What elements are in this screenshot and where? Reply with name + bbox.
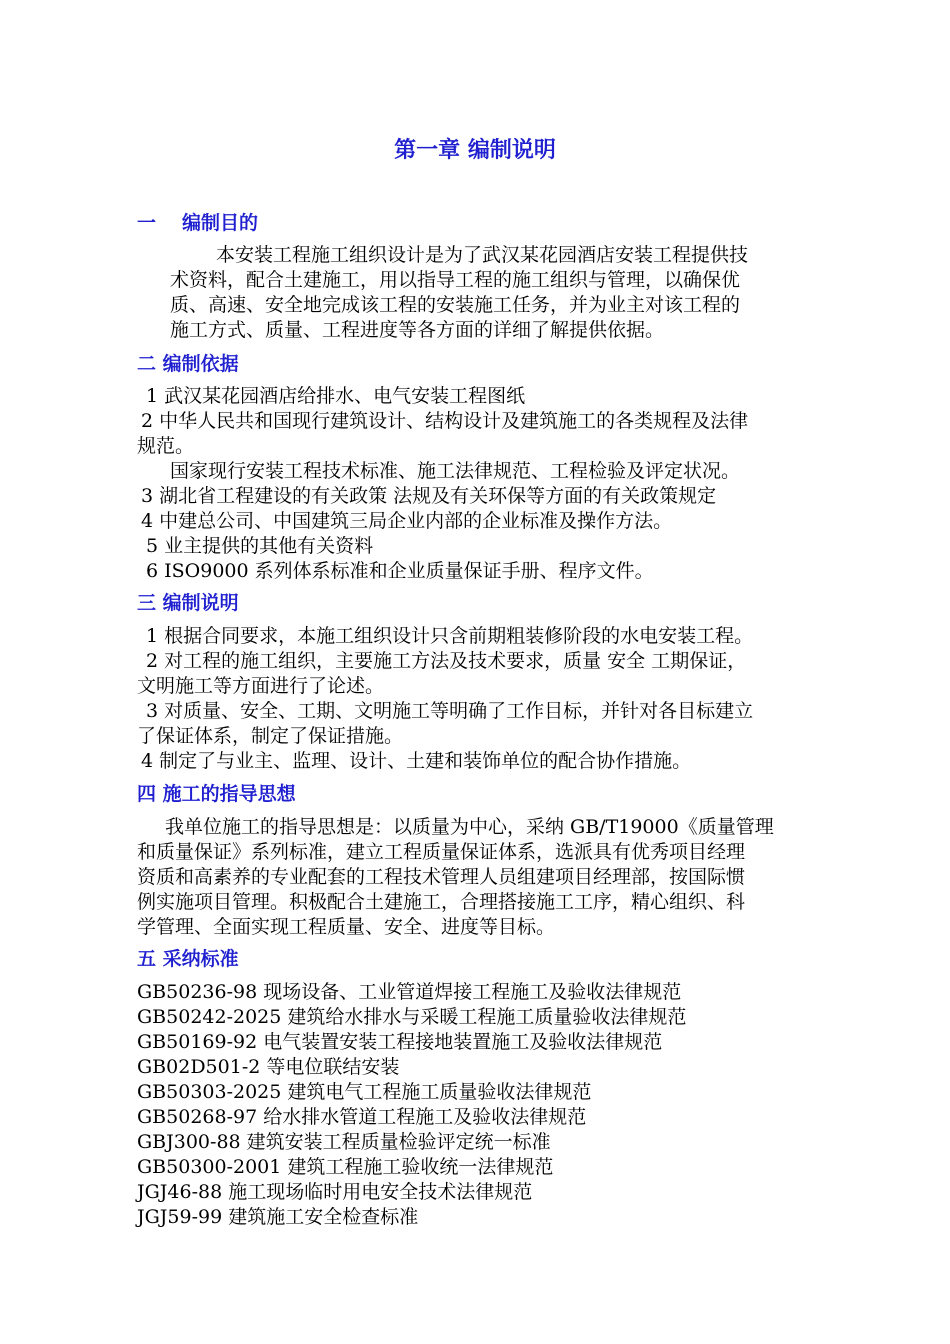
standard-item: JGJ46-88 施工现场临时用电安全技术法律规范: [137, 1181, 533, 1203]
section-1-number: 一: [137, 212, 157, 234]
note-item-4: 4 制定了与业主、监理、设计、土建和装饰单位的配合协作措施。: [141, 750, 692, 772]
section-5-heading: 五 采纳标准: [137, 948, 239, 970]
standard-item: GB50300-2001 建筑工程施工验收统一法律规范: [137, 1156, 554, 1178]
basis-item-2: 2 中华人民共和国现行建筑设计、结构设计及建筑施工的各类规程及法律: [141, 410, 749, 432]
paragraph-line: 和质量保证》系列标准，建立工程质量保证体系，选派具有优秀项目经理: [137, 841, 746, 863]
basis-item-3: 3 湖北省工程建设的有关政策 法规及有关环保等方面的有关政策规定: [141, 485, 717, 507]
note-item-3-cont: 了保证体系，制定了保证措施。: [137, 725, 404, 747]
standard-item: GB02D501-2 等电位联结安装: [137, 1056, 400, 1078]
section-1-title: 编制目的: [182, 212, 259, 234]
note-item-3: 3 对质量、安全、工期、文明施工等明确了工作目标，并针对各目标建立: [146, 700, 754, 722]
chapter-title: 第一章 编制说明: [394, 138, 556, 163]
basis-item-2-cont: 规范。: [137, 435, 195, 457]
basis-item-standards: 国家现行安装工程技术标准、施工法律规范、工程检验及评定状况。: [170, 460, 741, 482]
paragraph-line: 例实施项目管理。积极配合土建施工，合理搭接施工工序，精心组织、科: [137, 891, 746, 913]
standards-list: [137, 980, 686, 1230]
section-2-heading: 二 编制依据: [137, 353, 239, 375]
basis-item-4: 4 中建总公司、中国建筑三局企业内部的企业标准及操作方法。: [141, 510, 673, 532]
basis-item-1: 1 武汉某花园酒店给排水、电气安装工程图纸: [146, 385, 526, 407]
section-1-heading: [137, 210, 258, 236]
standard-item: GB50242-2025 建筑给水排水与采暖工程施工质量验收法律规范: [137, 1006, 687, 1028]
section-1-paragraph: [170, 243, 748, 343]
paragraph-line: 本安装工程施工组织设计是为了武汉某花园酒店安装工程提供技: [216, 244, 749, 266]
paragraph-line: 质、高速、安全地完成该工程的安装施工任务，并为业主对该工程的: [170, 294, 741, 316]
note-item-2: 2 对工程的施工组织，主要施工方法及技术要求，质量 安全 工期保证，: [146, 650, 747, 672]
standard-item: GB50169-92 电气装置安装工程接地装置施工及验收法律规范: [137, 1031, 663, 1053]
standard-item: GBJ300-88 建筑安装工程质量检验评定统一标准: [137, 1131, 551, 1153]
section-3-heading: 三 编制说明: [137, 592, 239, 614]
standard-item: GB50236-98 现场设备、工业管道焊接工程施工及验收法律规范: [137, 981, 682, 1003]
basis-item-6: 6 ISO9000 系列体系标准和企业质量保证手册、程序文件。: [146, 560, 654, 582]
note-item-1: 1 根据合同要求，本施工组织设计只含前期粗装修阶段的水电安装工程。: [146, 625, 754, 647]
section-4-heading: 四 施工的指导思想: [137, 783, 296, 805]
section-4-paragraph: [137, 815, 774, 940]
standard-item: GB50268-97 给水排水管道工程施工及验收法律规范: [137, 1106, 587, 1128]
basis-item-5: 5 业主提供的其他有关资料: [146, 535, 374, 557]
standard-item: GB50303-2025 建筑电气工程施工质量验收法律规范: [137, 1081, 592, 1103]
paragraph-line: 术资料，配合土建施工，用以指导工程的施工组织与管理，以确保优: [170, 269, 741, 291]
note-item-2-cont: 文明施工等方面进行了论述。: [137, 675, 385, 697]
paragraph-line: 资质和高素养的专业配套的工程技术管理人员组建项目经理部，按国际惯: [137, 866, 746, 888]
paragraph-line: 施工方式、质量、工程进度等各方面的详细了解提供依据。: [170, 319, 665, 341]
paragraph-line: 学管理、全面实现工程质量、安全、进度等目标。: [137, 916, 556, 938]
standard-item: JGJ59-99 建筑施工安全检查标准: [137, 1206, 419, 1228]
paragraph-line: 我单位施工的指导思想是：以质量为中心，采纳 GB/T19000《质量管理: [165, 816, 774, 838]
